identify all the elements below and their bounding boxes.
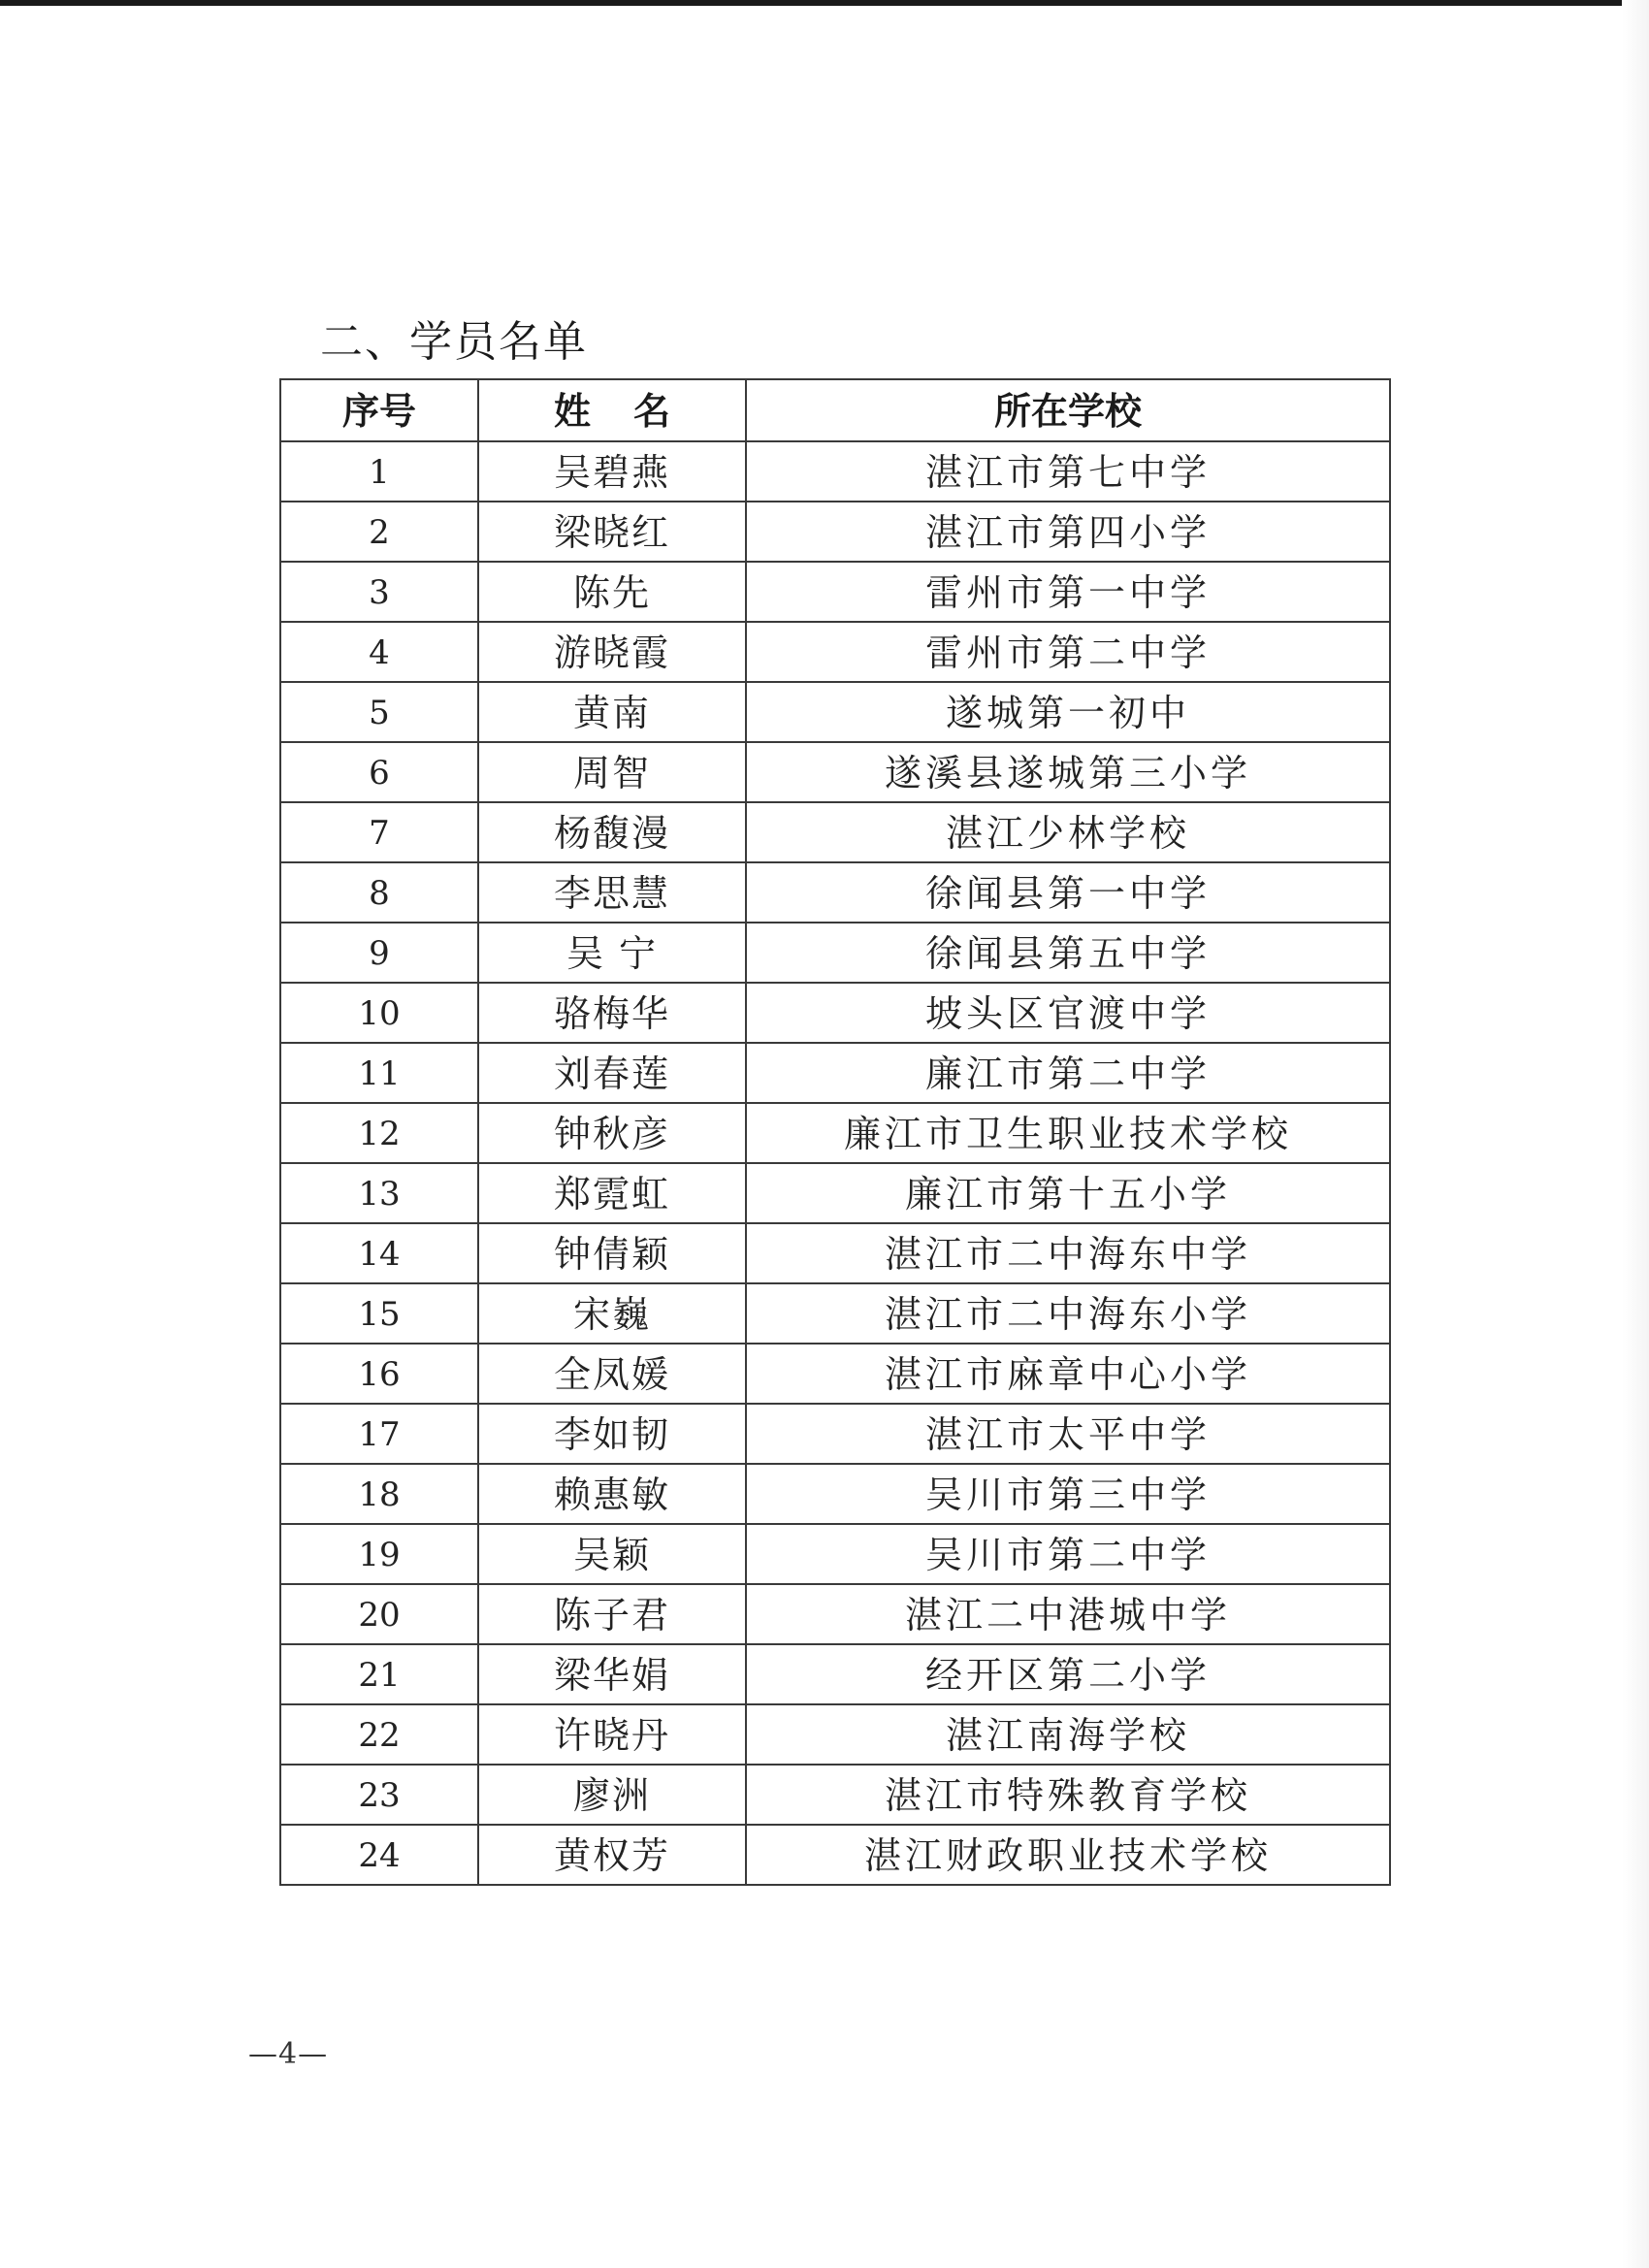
cell-school: 廉江市第二中学	[746, 1043, 1390, 1103]
table-row	[280, 1043, 1390, 1103]
cell-seq: 5	[280, 682, 478, 742]
table-row	[280, 562, 1390, 622]
table-row	[280, 1404, 1390, 1464]
section-title: 二、学员名单	[320, 317, 588, 367]
cell-name: 杨馥漫	[478, 802, 746, 862]
table-row	[280, 1283, 1390, 1344]
cell-seq: 16	[280, 1344, 478, 1404]
table-row	[280, 1163, 1390, 1223]
table-row	[280, 1464, 1390, 1524]
cell-name: 吴碧燕	[478, 441, 746, 502]
cell-school: 坡头区官渡中学	[746, 983, 1390, 1043]
cell-school: 徐闻县第五中学	[746, 923, 1390, 983]
cell-name: 郑霓虹	[478, 1163, 746, 1223]
cell-school: 遂溪县遂城第三小学	[746, 742, 1390, 802]
table-row	[280, 622, 1390, 682]
cell-school: 湛江市麻章中心小学	[746, 1344, 1390, 1404]
cell-seq: 1	[280, 441, 478, 502]
header-school: 所在学校	[746, 379, 1390, 441]
page-number: —4—	[248, 2037, 329, 2071]
cell-name: 钟倩颖	[478, 1223, 746, 1283]
cell-school: 湛江市特殊教育学校	[746, 1765, 1390, 1825]
cell-seq: 19	[280, 1524, 478, 1584]
cell-name: 骆梅华	[478, 983, 746, 1043]
table-row	[280, 1704, 1390, 1765]
cell-school: 遂城第一初中	[746, 682, 1390, 742]
cell-seq: 3	[280, 562, 478, 622]
cell-name: 全凤媛	[478, 1344, 746, 1404]
cell-seq: 10	[280, 983, 478, 1043]
cell-seq: 12	[280, 1103, 478, 1163]
scan-top-edge	[0, 0, 1622, 6]
table-row	[280, 1825, 1390, 1885]
cell-name: 许晓丹	[478, 1704, 746, 1765]
cell-name: 宋巍	[478, 1283, 746, 1344]
cell-seq: 7	[280, 802, 478, 862]
table-row	[280, 1644, 1390, 1704]
table-row	[280, 802, 1390, 862]
cell-name: 周智	[478, 742, 746, 802]
table-row	[280, 1344, 1390, 1404]
cell-seq: 17	[280, 1404, 478, 1464]
cell-school: 经开区第二小学	[746, 1644, 1390, 1704]
cell-name: 赖惠敏	[478, 1464, 746, 1524]
cell-seq: 23	[280, 1765, 478, 1825]
cell-seq: 18	[280, 1464, 478, 1524]
cell-name: 刘春莲	[478, 1043, 746, 1103]
cell-seq: 22	[280, 1704, 478, 1765]
table-row	[280, 1584, 1390, 1644]
cell-seq: 9	[280, 923, 478, 983]
cell-school: 湛江市太平中学	[746, 1404, 1390, 1464]
cell-school: 雷州市第二中学	[746, 622, 1390, 682]
cell-name: 吴 宁	[478, 923, 746, 983]
cell-school: 湛江南海学校	[746, 1704, 1390, 1765]
cell-name: 钟秋彦	[478, 1103, 746, 1163]
cell-name: 陈子君	[478, 1584, 746, 1644]
table-body	[280, 441, 1390, 1885]
table-row	[280, 1524, 1390, 1584]
cell-school: 湛江市第四小学	[746, 502, 1390, 562]
cell-seq: 8	[280, 862, 478, 923]
cell-school: 湛江市二中海东小学	[746, 1283, 1390, 1344]
cell-seq: 14	[280, 1223, 478, 1283]
cell-seq: 21	[280, 1644, 478, 1704]
cell-school: 湛江二中港城中学	[746, 1584, 1390, 1644]
cell-school: 湛江少林学校	[746, 802, 1390, 862]
table-header-row	[280, 379, 1390, 441]
table-row	[280, 502, 1390, 562]
cell-name: 黄权芳	[478, 1825, 746, 1885]
table-row	[280, 923, 1390, 983]
cell-school: 湛江财政职业技术学校	[746, 1825, 1390, 1885]
cell-name: 李思慧	[478, 862, 746, 923]
cell-school: 湛江市二中海东中学	[746, 1223, 1390, 1283]
cell-school: 湛江市第七中学	[746, 441, 1390, 502]
table-row	[280, 742, 1390, 802]
cell-seq: 20	[280, 1584, 478, 1644]
table-row	[280, 862, 1390, 923]
cell-seq: 24	[280, 1825, 478, 1885]
cell-school: 雷州市第一中学	[746, 562, 1390, 622]
cell-name: 梁华娟	[478, 1644, 746, 1704]
cell-school: 廉江市第十五小学	[746, 1163, 1390, 1223]
cell-name: 游晓霞	[478, 622, 746, 682]
cell-seq: 2	[280, 502, 478, 562]
table-row	[280, 682, 1390, 742]
cell-school: 廉江市卫生职业技术学校	[746, 1103, 1390, 1163]
cell-seq: 4	[280, 622, 478, 682]
table-row	[280, 1765, 1390, 1825]
table-row	[280, 1223, 1390, 1283]
student-roster-table	[279, 378, 1391, 1886]
header-name: 姓名	[478, 379, 746, 441]
cell-name: 廖洲	[478, 1765, 746, 1825]
cell-seq: 6	[280, 742, 478, 802]
table-row	[280, 983, 1390, 1043]
table-row	[280, 441, 1390, 502]
cell-name: 黄南	[478, 682, 746, 742]
header-seq: 序号	[280, 379, 478, 441]
cell-name: 吴颖	[478, 1524, 746, 1584]
scan-right-edge	[1622, 0, 1649, 2268]
cell-school: 徐闻县第一中学	[746, 862, 1390, 923]
cell-seq: 13	[280, 1163, 478, 1223]
cell-name: 陈先	[478, 562, 746, 622]
cell-seq: 15	[280, 1283, 478, 1344]
cell-school: 吴川市第三中学	[746, 1464, 1390, 1524]
table-row	[280, 1103, 1390, 1163]
cell-name: 李如韧	[478, 1404, 746, 1464]
cell-name: 梁晓红	[478, 502, 746, 562]
cell-school: 吴川市第二中学	[746, 1524, 1390, 1584]
cell-seq: 11	[280, 1043, 478, 1103]
